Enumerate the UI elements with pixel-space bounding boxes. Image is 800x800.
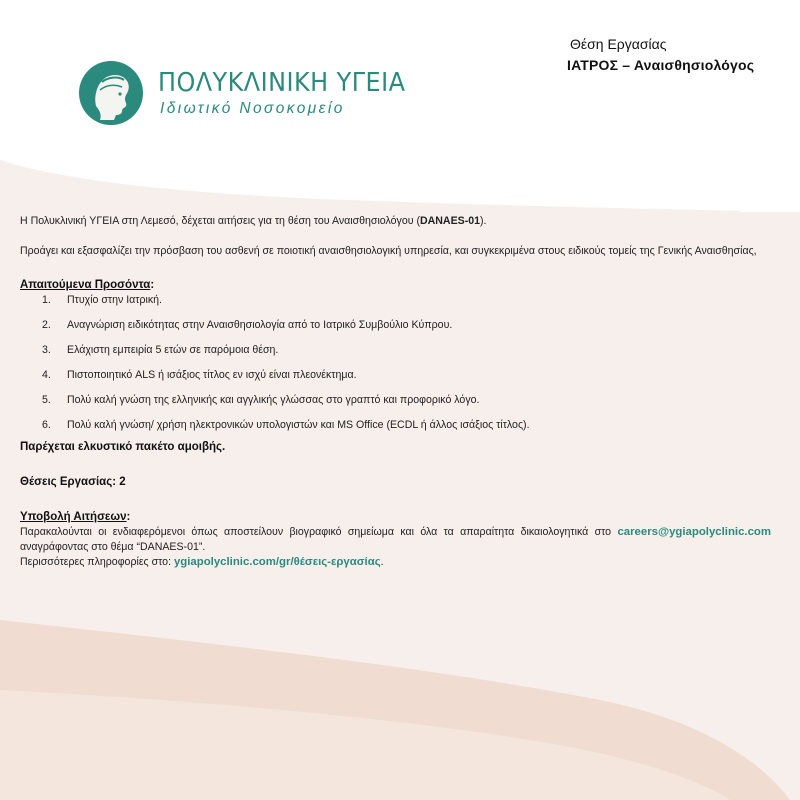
list-item: 1. Πτυχίο στην Ιατρική. — [42, 294, 162, 306]
list-item: 3. Ελάχιστη εμπειρία 5 ετών σε παρόμοια θέση. — [42, 344, 279, 356]
list-item: 6. Πολύ καλή γνώση/ χρήση ηλεκτρονικών υπολογιστών και MS Office (ECDL ή άλλος ισάξιος τίτλος). — [42, 419, 530, 431]
package-note: Παρέχεται ελκυστικό πακέτο αμοιβής. — [20, 441, 226, 453]
list-item: 2. Αναγνώριση ειδικότητας στην Αναισθησιολογία από το Ιατρικό Συμβούλιο Κύπρου. — [42, 319, 453, 331]
list-item: 5. Πολύ καλή γνώση της ελληνικής και αγγλικής γλώσσας στο γραπτό και προφορικό λόγο. — [42, 394, 480, 406]
job-title: ΙΑΤΡΟΣ – Αναισθησιολόγος — [567, 57, 755, 73]
brand-logo — [78, 60, 406, 126]
careers-email-link[interactable]: careers@ygiapolyclinic.com — [617, 526, 771, 538]
job-content — [20, 214, 771, 570]
website-link[interactable]: ygiapolyclinic.com/gr/θέσεις-εργασίας — [173, 556, 381, 568]
more-info: Περισσότερες πληροφορίες στο: ygiapolyclinic.com/gr/θέσεις-εργασίας. — [20, 556, 384, 568]
apply-heading: Υποβολή Αιτήσεων: — [20, 511, 131, 523]
apply-paragraph: Παρακαλούνται οι ενδιαφερόμενοι όπως αποστείλουν βιογραφικό σημείωμα και όλα τα απαραίτητα δικαιολογητικά στο careers@ygiapolyclinic.com αναγράφοντας στο θέμα “DANAES-01”. — [20, 526, 771, 553]
positions-count: Θέσεις Εργασίας: 2 — [20, 476, 126, 488]
job-label: Θέση Εργασίας — [570, 36, 667, 52]
job-header — [567, 34, 772, 76]
requirements-heading: Απαιτούμενα Προσόντα: — [20, 279, 155, 291]
greek-goddess-head-icon — [78, 60, 144, 126]
brand-subtitle: Ιδιωτικό Νοσοκομείο — [160, 100, 345, 117]
list-item: 4. Πιστοποιητικό ALS ή ισάξιος τίτλος εν ισχύ είναι πλεονέκτημα. — [42, 369, 357, 381]
job-code: DANAES-01 — [419, 215, 481, 227]
intro-paragraph: Η Πολυκλινική ΥΓΕΙΑ στη Λεμεσό, δέχεται αιτήσεις για τη θέση του Αναισθησιολόγου (DANAES-01). — [20, 215, 487, 227]
description-paragraph: Προάγει και εξασφαλίζει την πρόσβαση του ασθενή σε ποιοτική αναισθησιολογική υπηρεσία, και συγκεκριμένα στους ειδικούς τομείς της Γενικής Αναισθησίας, — [20, 245, 757, 257]
brand-name: ΠΟΛΥΚΛΙΝΙΚΗ ΥΓΕΙΑ — [158, 68, 406, 98]
requirements-list — [20, 293, 771, 437]
